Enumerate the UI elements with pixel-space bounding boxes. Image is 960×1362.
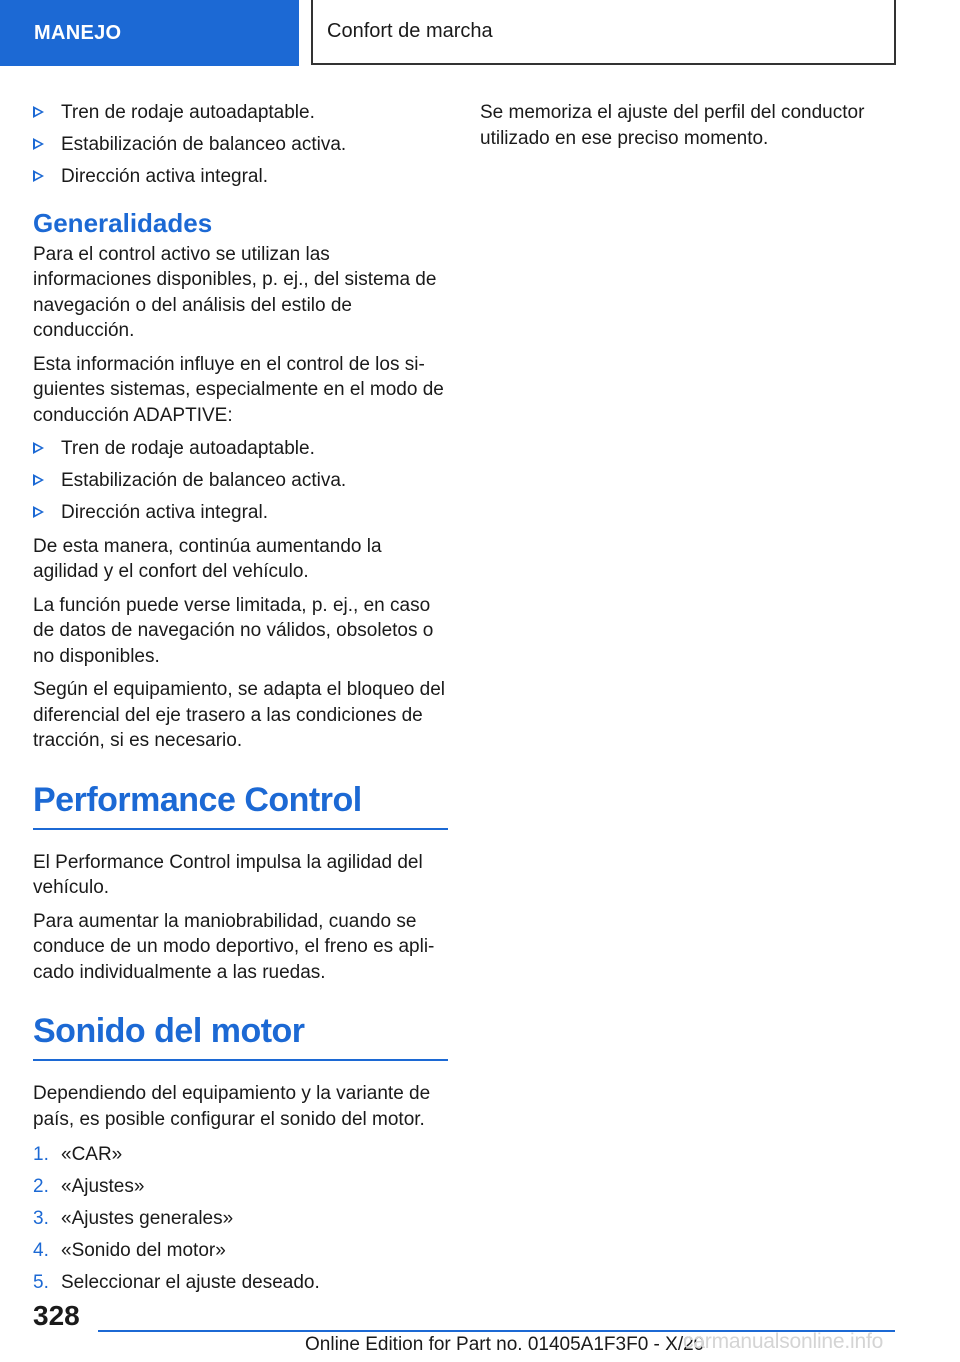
chapter-tab: Confort de marcha xyxy=(311,0,896,65)
triangle-bullet-icon xyxy=(33,106,44,118)
list-item: Estabilización de balanceo activa. xyxy=(33,132,448,158)
triangle-bullet-icon xyxy=(33,138,44,150)
section-tab: MANEJO xyxy=(0,0,299,66)
list-item: Estabilización de balanceo activa. xyxy=(33,468,448,494)
systems-bullet-list xyxy=(33,436,448,526)
step-item: 1. «CAR» xyxy=(33,1144,123,1165)
step-item: 5. Seleccionar el ajuste deseado. xyxy=(33,1272,320,1293)
paragraph: Dependiendo del equipamiento y la variante de país, es posible configurar el sonido del motor. xyxy=(33,1083,431,1130)
left-column xyxy=(33,100,448,1302)
paragraph: Se memoriza el ajuste del perfil del conductor utilizado en ese preciso momento. xyxy=(480,102,865,149)
watermark: carmanualsonline.info xyxy=(683,1330,884,1353)
step-item: 4. «Sonido del motor» xyxy=(33,1240,226,1261)
page-number: 328 xyxy=(33,1300,80,1331)
steps-list xyxy=(33,1142,448,1296)
triangle-bullet-icon xyxy=(33,170,44,182)
list-item: Tren de rodaje autoadaptable. xyxy=(33,100,448,126)
triangle-bullet-icon xyxy=(33,474,44,486)
page-header xyxy=(0,0,960,66)
top-bullet-list xyxy=(33,100,448,190)
edition-text: Online Edition for Part no. 01405A1F3F0 - X/20 xyxy=(305,1334,705,1355)
sonido-del-motor-heading: Sonido del motor xyxy=(33,1011,448,1061)
list-item: Dirección activa integral. xyxy=(33,500,448,526)
generalidades-heading: Generalidades xyxy=(33,207,213,238)
paragraph: Para el control activo se utilizan las informaciones disponibles, p. ej., del sistema de navegación o del análisis del estilo de conducción. xyxy=(33,243,437,341)
list-item: Dirección activa integral. xyxy=(33,164,448,190)
paragraph: Esta información influye en el control de los si-guientes sistemas, especialmente en el modo de conducción ADAPTIVE: xyxy=(33,353,444,426)
paragraph: El Performance Control impulsa la agilidad del vehículo. xyxy=(33,851,423,898)
list-item: Tren de rodaje autoadaptable. xyxy=(33,436,448,462)
right-column xyxy=(480,100,895,159)
triangle-bullet-icon xyxy=(33,506,44,518)
triangle-bullet-icon xyxy=(33,442,44,454)
performance-control-heading: Performance Control xyxy=(33,780,448,830)
step-item: 3. «Ajustes generales» xyxy=(33,1208,234,1229)
step-item: 2. «Ajustes» xyxy=(33,1176,145,1197)
paragraph: Según el equipamiento, se adapta el bloqueo del diferencial del eje trasero a las condiciones de tracción, si es necesario. xyxy=(33,679,445,751)
paragraph: Para aumentar la maniobrabilidad, cuando se conduce de un modo deportivo, el freno es apli-cado individualmente a las ruedas. xyxy=(33,910,435,983)
paragraph: La función puede verse limitada, p. ej., en caso de datos de navegación no válidos, obsoletos o no disponibles. xyxy=(33,594,434,667)
paragraph: De esta manera, continúa aumentando la agilidad y el confort del vehículo. xyxy=(33,535,382,582)
